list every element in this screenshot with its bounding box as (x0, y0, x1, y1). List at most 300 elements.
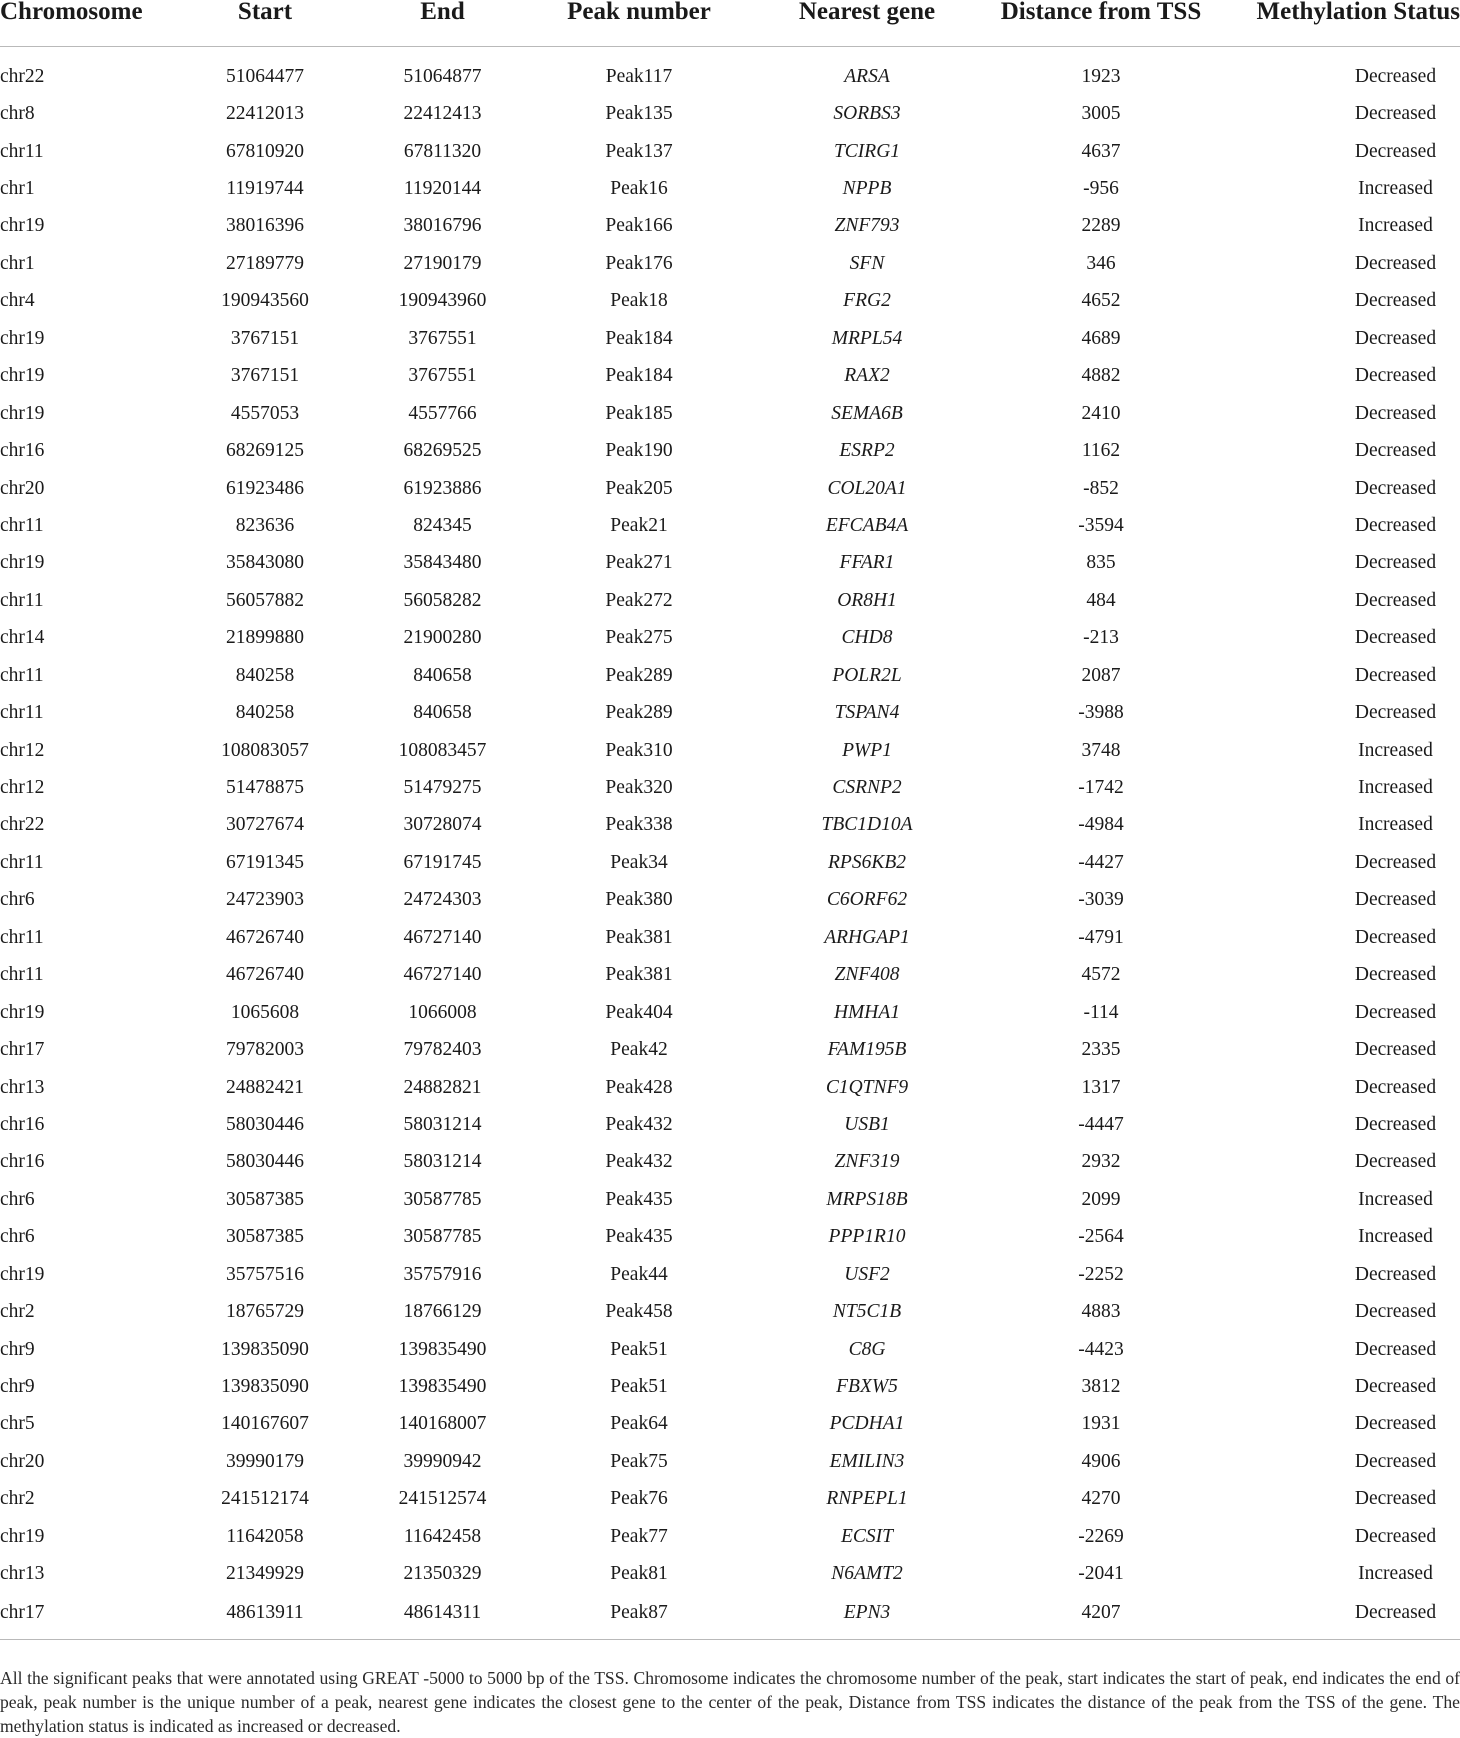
end-cell: 46727140 (403, 964, 482, 986)
nearest-gene-cell: ZNF319 (834, 1151, 900, 1173)
methylation-status-cell: Decreased (1354, 1376, 1437, 1398)
end-cell: 27190179 (403, 252, 482, 274)
distance-cell: 2289 (1081, 215, 1121, 237)
end-cell: 3767551 (408, 365, 477, 387)
table-row (0, 1293, 1460, 1330)
table-row (0, 882, 1460, 919)
methylation-status-cell: Decreased (1354, 1076, 1437, 1098)
nearest-gene-cell: SORBS3 (833, 103, 901, 125)
chromosome-cell: chr19 (0, 1263, 45, 1285)
start-cell: 46726740 (226, 926, 304, 948)
methylation-status-cell: Decreased (1354, 1338, 1437, 1360)
end-cell: 24882821 (403, 1076, 482, 1098)
peak-number-cell: Peak381 (605, 964, 673, 986)
nearest-gene-cell: OR8H1 (837, 589, 897, 611)
chromosome-cell: chr12 (0, 777, 45, 799)
chromosome-cell: chr1 (0, 178, 35, 200)
nearest-gene-cell: ARHGAP1 (824, 926, 910, 948)
peak-number-cell: Peak275 (605, 627, 673, 649)
nearest-gene-cell: C8G (848, 1338, 886, 1360)
peak-number-cell: Peak137 (605, 140, 673, 162)
peak-number-cell: Peak18 (610, 290, 668, 312)
end-cell: 30728074 (403, 814, 482, 836)
start-cell: 46726740 (226, 964, 304, 986)
end-cell: 22412413 (403, 103, 482, 125)
peak-number-cell: Peak184 (605, 365, 673, 387)
nearest-gene-cell: PWP1 (842, 739, 892, 761)
end-cell: 18766129 (403, 1301, 482, 1323)
peak-number-cell: Peak272 (605, 589, 673, 611)
start-cell: 22412013 (226, 103, 304, 125)
end-cell: 21900280 (403, 627, 482, 649)
distance-cell: 3748 (1081, 739, 1121, 761)
table-row (0, 1069, 1460, 1106)
chromosome-cell: chr11 (0, 926, 44, 948)
methylation-status-cell: Decreased (1354, 440, 1437, 462)
table-row (0, 1106, 1460, 1143)
table-row (0, 844, 1460, 881)
methylation-status-cell: Decreased (1354, 1525, 1437, 1547)
methylation-status-cell: Decreased (1354, 664, 1437, 686)
start-cell: 67191345 (226, 851, 304, 873)
chromosome-cell: chr5 (0, 1413, 35, 1435)
start-cell: 241512174 (221, 1488, 309, 1510)
nearest-gene-cell: ECSIT (840, 1525, 893, 1547)
end-cell: 39990942 (403, 1450, 482, 1472)
nearest-gene-cell: NT5C1B (832, 1301, 902, 1323)
end-cell: 140168007 (398, 1413, 487, 1435)
start-cell: 139835090 (221, 1376, 309, 1398)
chromosome-cell: chr11 (0, 702, 44, 724)
distance-cell: 4637 (1081, 140, 1121, 162)
header-nearest-gene: Nearest gene (753, 0, 981, 47)
methylation-status-cell: Decreased (1354, 1113, 1437, 1135)
nearest-gene-cell: EMILIN3 (829, 1450, 905, 1472)
table-row (0, 1406, 1460, 1443)
table-row (0, 133, 1460, 170)
chromosome-cell: chr2 (0, 1488, 35, 1510)
end-cell: 48614311 (360, 1593, 525, 1640)
table-row (0, 657, 1460, 694)
peak-number-cell: Peak435 (605, 1188, 673, 1210)
end-cell: 56058282 (403, 589, 482, 611)
spacer-cell (0, 47, 1460, 59)
table-row (0, 1368, 1460, 1405)
start-cell: 21899880 (226, 627, 304, 649)
chromosome-cell: chr17 (0, 1593, 170, 1640)
start-cell: 30587385 (226, 1188, 304, 1210)
distance-cell: -213 (1083, 627, 1119, 649)
peak-number-cell: Peak117 (605, 65, 673, 87)
peak-number-cell: Peak404 (605, 1001, 673, 1023)
nearest-gene-cell: HMHA1 (833, 1001, 901, 1023)
table-row (0, 732, 1460, 769)
distance-cell: -4791 (1078, 926, 1124, 948)
distance-cell: 2410 (1081, 402, 1121, 424)
nearest-gene-cell: USF2 (844, 1263, 890, 1285)
chromosome-cell: chr9 (0, 1376, 35, 1398)
end-cell: 241512574 (398, 1488, 487, 1510)
table-row (0, 470, 1460, 507)
end-cell: 840658 (413, 664, 472, 686)
methylation-status-cell: Decreased (1354, 889, 1437, 911)
start-cell: 11642058 (226, 1525, 304, 1547)
distance-cell: 4270 (1081, 1488, 1121, 1510)
peak-number-cell: Peak190 (605, 440, 673, 462)
peak-number-cell: Peak184 (605, 327, 673, 349)
table-row (0, 957, 1460, 994)
end-cell: 3767551 (408, 327, 477, 349)
peak-number-cell: Peak87 (525, 1593, 753, 1640)
methylation-status-cell: Decreased (1354, 514, 1437, 536)
nearest-gene-cell: PPP1R10 (828, 1226, 906, 1248)
table-row (0, 1593, 1460, 1640)
table-row (0, 994, 1460, 1031)
chromosome-cell: chr20 (0, 1450, 45, 1472)
end-cell: 4557766 (408, 402, 477, 424)
end-cell: 67811320 (403, 140, 482, 162)
table-row (0, 545, 1460, 582)
end-cell: 139835490 (398, 1338, 487, 1360)
nearest-gene-cell: FAM195B (827, 1039, 907, 1061)
chromosome-cell: chr6 (0, 889, 35, 911)
nearest-gene-cell: ZNF793 (834, 215, 900, 237)
nearest-gene-cell: RAX2 (844, 365, 890, 387)
chromosome-cell: chr12 (0, 739, 45, 761)
distance-cell: 2099 (1081, 1188, 1121, 1210)
nearest-gene-cell: ARSA (844, 65, 890, 87)
peak-number-cell: Peak432 (605, 1113, 673, 1135)
chromosome-cell: chr6 (0, 1188, 35, 1210)
peak-number-cell: Peak435 (605, 1226, 673, 1248)
distance-cell: 4572 (1081, 964, 1121, 986)
table-row (0, 1144, 1460, 1181)
header-chromosome: Chromosome (0, 0, 170, 47)
nearest-gene-cell: C1QTNF9 (825, 1076, 909, 1098)
distance-cell: 2087 (1081, 664, 1121, 686)
peak-number-cell: Peak76 (610, 1488, 668, 1510)
distance-cell: -3594 (1078, 514, 1124, 536)
nearest-gene-cell: SFN (849, 252, 885, 274)
methylation-status-cell: Decreased (1354, 252, 1437, 274)
distance-cell: -3988 (1078, 702, 1124, 724)
methylation-status-cell: Increased (1358, 215, 1433, 237)
chromosome-cell: chr9 (0, 1338, 35, 1360)
chromosome-cell: chr20 (0, 477, 45, 499)
distance-cell: -2041 (1078, 1563, 1124, 1585)
methylation-status-cell: Decreased (1354, 290, 1437, 312)
methylation-status-cell: Decreased (1354, 627, 1437, 649)
distance-cell: -2564 (1078, 1226, 1124, 1248)
methylation-status-cell: Decreased (1354, 1001, 1437, 1023)
distance-cell: -2252 (1078, 1263, 1124, 1285)
peak-number-cell: Peak271 (605, 552, 673, 574)
distance-cell: 4652 (1081, 290, 1121, 312)
methylation-status-cell: Increased (1358, 1188, 1433, 1210)
end-cell: 11920144 (403, 178, 482, 200)
peak-number-cell: Peak34 (610, 851, 668, 873)
nearest-gene-cell: USB1 (844, 1113, 890, 1135)
chromosome-cell: chr14 (0, 627, 45, 649)
distance-cell: 2932 (1081, 1151, 1121, 1173)
peak-number-cell: Peak77 (610, 1525, 668, 1547)
peak-number-cell: Peak44 (610, 1263, 668, 1285)
end-cell: 30587785 (403, 1188, 482, 1210)
chromosome-cell: chr11 (0, 589, 44, 611)
methylation-status-cell: Decreased (1354, 851, 1437, 873)
chromosome-cell: chr19 (0, 552, 45, 574)
distance-cell: -4984 (1078, 814, 1124, 836)
nearest-gene-cell: RPS6KB2 (828, 851, 906, 873)
chromosome-cell: chr11 (0, 140, 44, 162)
methylation-status-cell: Increased (1358, 739, 1433, 761)
chromosome-cell: chr13 (0, 1563, 45, 1585)
end-cell: 46727140 (403, 926, 482, 948)
chromosome-cell: chr13 (0, 1076, 45, 1098)
chromosome-cell: chr19 (0, 327, 45, 349)
end-cell: 51479275 (403, 777, 482, 799)
nearest-gene-cell: FBXW5 (836, 1376, 898, 1398)
start-cell: 24882421 (226, 1076, 304, 1098)
start-cell: 3767151 (230, 327, 300, 349)
methylation-status-cell: Decreased (1354, 1151, 1437, 1173)
table-row (0, 1518, 1460, 1555)
methylation-status-cell: Decreased (1354, 926, 1437, 948)
header-row (0, 0, 1460, 47)
nearest-gene-cell: MRPL54 (831, 327, 903, 349)
methylation-status-cell: Decreased (1354, 140, 1437, 162)
methylation-status-cell: Increased (1358, 777, 1433, 799)
chromosome-cell: chr22 (0, 814, 45, 836)
peak-number-cell: Peak81 (610, 1563, 668, 1585)
nearest-gene-cell: PCDHA1 (829, 1413, 905, 1435)
methylation-status-cell: Increased (1358, 814, 1433, 836)
start-cell: 1065608 (230, 1001, 300, 1023)
table-row (0, 769, 1460, 806)
table-row (0, 1443, 1460, 1480)
chromosome-cell: chr19 (0, 1001, 45, 1023)
distance-cell: 4207 (981, 1593, 1221, 1640)
start-cell: 35843080 (226, 552, 304, 574)
start-cell: 51064477 (226, 65, 304, 87)
end-cell: 35843480 (403, 552, 482, 574)
methylation-status-cell: Decreased (1354, 477, 1437, 499)
chromosome-cell: chr8 (0, 103, 35, 125)
nearest-gene-cell: CSRNP2 (832, 777, 902, 799)
start-cell: 4557053 (230, 402, 300, 424)
start-cell: 823636 (235, 514, 295, 536)
end-cell: 21350329 (403, 1563, 482, 1585)
start-cell: 58030446 (226, 1113, 304, 1135)
start-cell: 3767151 (230, 365, 300, 387)
end-cell: 38016796 (403, 215, 482, 237)
distance-cell: 2335 (1081, 1039, 1121, 1061)
methylation-status-cell: Decreased (1221, 1593, 1460, 1640)
peak-number-cell: Peak64 (610, 1413, 668, 1435)
peak-number-cell: Peak135 (605, 103, 673, 125)
start-cell: 840258 (235, 702, 295, 724)
distance-cell: -3039 (1078, 889, 1124, 911)
chromosome-cell: chr11 (0, 514, 44, 536)
table-row (0, 1556, 1460, 1593)
methylation-status-cell: Decreased (1354, 103, 1437, 125)
end-cell: 58031214 (403, 1113, 482, 1135)
header-start: Start (170, 0, 360, 47)
nearest-gene-cell: TSPAN4 (834, 702, 900, 724)
methylation-status-cell: Decreased (1354, 65, 1437, 87)
chromosome-cell: chr22 (0, 65, 45, 87)
table-header (0, 0, 1460, 47)
distance-cell: 3005 (1081, 103, 1121, 125)
end-cell: 68269525 (403, 440, 482, 462)
methylation-status-cell: Increased (1358, 1226, 1433, 1248)
methylation-status-cell: Decreased (1354, 1039, 1437, 1061)
methylation-status-cell: Increased (1358, 1563, 1433, 1585)
header-end: End (360, 0, 525, 47)
peak-number-cell: Peak289 (605, 702, 673, 724)
end-cell: 190943960 (398, 290, 487, 312)
end-cell: 30587785 (403, 1226, 482, 1248)
chromosome-cell: chr11 (0, 964, 44, 986)
chromosome-cell: chr11 (0, 851, 44, 873)
peak-number-cell: Peak289 (605, 664, 673, 686)
start-cell: 38016396 (226, 215, 304, 237)
table-row (0, 1219, 1460, 1256)
methylation-status-cell: Decreased (1354, 1301, 1437, 1323)
end-cell: 61923886 (403, 477, 482, 499)
distance-cell: -4423 (1078, 1338, 1124, 1360)
chromosome-cell: chr4 (0, 290, 35, 312)
start-cell: 140167607 (221, 1413, 309, 1435)
chromosome-cell: chr19 (0, 215, 45, 237)
nearest-gene-cell: NPPB (842, 178, 892, 200)
start-cell: 108083057 (221, 739, 309, 761)
chromosome-cell: chr16 (0, 1113, 45, 1135)
start-cell: 840258 (235, 664, 295, 686)
nearest-gene-cell: ESRP2 (839, 440, 895, 462)
chromosome-cell: chr19 (0, 402, 45, 424)
methylation-status-cell: Increased (1358, 178, 1433, 200)
peak-number-cell: Peak176 (605, 252, 673, 274)
methylation-status-cell: Decreased (1354, 1263, 1437, 1285)
table-row (0, 919, 1460, 956)
chromosome-cell: chr6 (0, 1226, 35, 1248)
table-row (0, 358, 1460, 395)
table-row (0, 395, 1460, 432)
distance-cell: -852 (1083, 477, 1119, 499)
peak-number-cell: Peak16 (610, 178, 668, 200)
table-row (0, 245, 1460, 282)
table-row (0, 807, 1460, 844)
methylation-status-cell: Decreased (1354, 552, 1437, 574)
nearest-gene-cell: ZNF408 (834, 964, 900, 986)
distance-cell: -4447 (1078, 1113, 1124, 1135)
distance-cell: 4882 (1081, 365, 1121, 387)
distance-cell: 1923 (1081, 65, 1121, 87)
nearest-gene-cell: FFAR1 (839, 552, 895, 574)
nearest-gene-cell: TBC1D10A (821, 814, 913, 836)
start-cell: 27189779 (226, 252, 304, 274)
start-cell: 61923486 (226, 477, 304, 499)
start-cell: 79782003 (226, 1039, 304, 1061)
start-cell: 139835090 (221, 1338, 309, 1360)
start-cell: 30587385 (226, 1226, 304, 1248)
nearest-gene-cell: POLR2L (832, 664, 902, 686)
distance-cell: 835 (1086, 552, 1116, 574)
distance-cell: -1742 (1078, 777, 1124, 799)
table-row (0, 320, 1460, 357)
table-row (0, 507, 1460, 544)
chromosome-cell: chr1 (0, 252, 35, 274)
distance-cell: 1162 (1081, 440, 1121, 462)
table-row (0, 58, 1460, 95)
table-row (0, 1031, 1460, 1068)
table-row (0, 95, 1460, 132)
table-row (0, 1331, 1460, 1368)
distance-cell: 1931 (1081, 1413, 1121, 1435)
start-cell: 48613911 (170, 1593, 360, 1640)
end-cell: 67191745 (403, 851, 482, 873)
start-cell: 21349929 (226, 1563, 304, 1585)
header-methylation-status: Methylation Status (1221, 0, 1460, 47)
peak-number-cell: Peak428 (605, 1076, 673, 1098)
chromosome-cell: chr19 (0, 365, 45, 387)
end-cell: 51064877 (403, 65, 482, 87)
nearest-gene-cell: EPN3 (753, 1593, 981, 1640)
start-cell: 58030446 (226, 1151, 304, 1173)
end-cell: 824345 (413, 514, 472, 536)
chromosome-cell: chr17 (0, 1039, 45, 1061)
nearest-gene-cell: FRG2 (843, 290, 891, 312)
distance-cell: 4883 (1081, 1301, 1121, 1323)
header-distance-from-tss: Distance from TSS (981, 0, 1221, 47)
nearest-gene-cell: C6ORF62 (826, 889, 908, 911)
peak-number-cell: Peak166 (605, 215, 673, 237)
end-cell: 1066008 (408, 1001, 477, 1023)
peak-number-cell: Peak310 (605, 739, 673, 761)
methylation-status-cell: Decreased (1354, 1488, 1437, 1510)
start-cell: 68269125 (226, 440, 304, 462)
peak-number-cell: Peak381 (605, 926, 673, 948)
methylation-status-cell: Decreased (1354, 1413, 1437, 1435)
end-cell: 11642458 (403, 1525, 482, 1547)
methylation-status-cell: Decreased (1354, 402, 1437, 424)
start-cell: 24723903 (226, 889, 304, 911)
chromosome-cell: chr16 (0, 1151, 45, 1173)
header-peak-number: Peak number (525, 0, 753, 47)
peak-number-cell: Peak42 (610, 1039, 668, 1061)
table-spacer-row (0, 47, 1460, 59)
nearest-gene-cell: TCIRG1 (833, 140, 901, 162)
distance-cell: -114 (1083, 1001, 1119, 1023)
table-row (0, 208, 1460, 245)
methylation-status-cell: Decreased (1354, 327, 1437, 349)
peak-number-cell: Peak51 (610, 1376, 668, 1398)
nearest-gene-cell: CHD8 (841, 627, 893, 649)
nearest-gene-cell: N6AMT2 (831, 1563, 903, 1585)
table-row (0, 694, 1460, 731)
peak-number-cell: Peak185 (605, 402, 673, 424)
start-cell: 190943560 (221, 290, 309, 312)
distance-cell: -2269 (1078, 1525, 1124, 1547)
methylation-status-cell: Decreased (1354, 702, 1437, 724)
nearest-gene-cell: MRPS18B (826, 1188, 908, 1210)
nearest-gene-cell: COL20A1 (827, 477, 907, 499)
distance-cell: 1317 (1081, 1076, 1121, 1098)
peak-number-cell: Peak458 (605, 1301, 673, 1323)
table-row (0, 582, 1460, 619)
nearest-gene-cell: SEMA6B (831, 402, 903, 424)
